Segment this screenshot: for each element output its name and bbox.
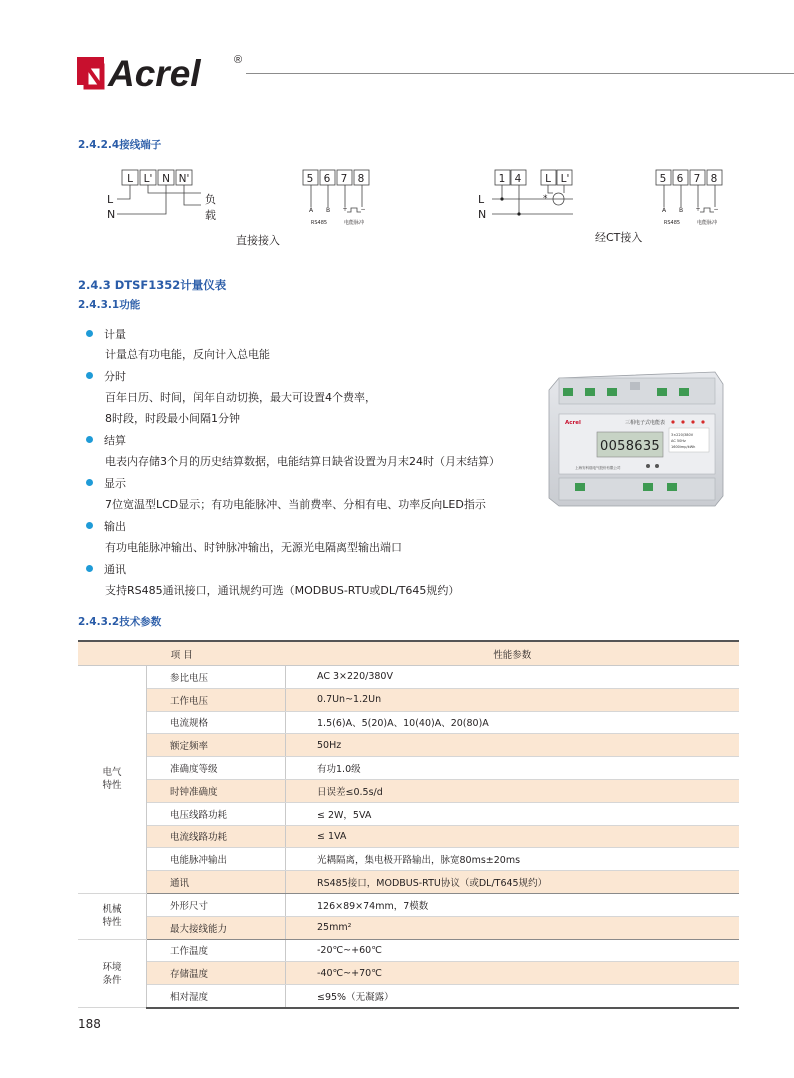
meter-maker: 上海安科瑞电气股份有限公司 — [575, 466, 621, 470]
spec-item: 额定频率 — [147, 734, 286, 757]
bullet-icon — [86, 479, 93, 486]
function-desc: 电表内存储3个月的历史结算数据，电能结算日缺省设置为月末24时（月末结算） — [105, 455, 500, 468]
meter-section-title: 2.4.3 DTSF1352计量仪表 — [78, 278, 227, 292]
spec-item: 电压线路功耗 — [147, 802, 286, 825]
ct-line-label: L — [478, 193, 485, 206]
bullet-icon — [86, 565, 93, 572]
table-row — [78, 825, 739, 848]
brand-name: Acrel — [108, 53, 201, 92]
function-desc: 7位宽温型LCD显示；有功电能脉冲、当前费率、分相有电、功率反向LED指示 — [105, 498, 486, 511]
table-row — [78, 848, 739, 871]
direct-caption: 直接接入 — [236, 234, 280, 247]
function-item: 通讯 — [86, 561, 126, 579]
spec-value: -20℃~+60℃ — [286, 939, 740, 962]
spec-value: 光耦隔离，集电极开路输出，脉宽80ms±20ms — [286, 848, 740, 871]
table-row — [78, 916, 739, 939]
table-row — [78, 734, 739, 757]
function-item: 分时 — [86, 368, 126, 386]
acrel-logo-mark-icon — [77, 57, 104, 87]
header-item: 项 目 — [78, 641, 286, 666]
comm-sub-label: B — [325, 207, 331, 214]
table-row — [78, 779, 739, 802]
spec-item: 电流线路功耗 — [147, 825, 286, 848]
spec-item: 通讯 — [147, 871, 286, 894]
comm-sub-label: + — [695, 206, 701, 213]
spec-item: 电能脉冲输出 — [147, 848, 286, 871]
comm-sub-label: A — [661, 207, 667, 214]
spec-value: RS485接口，MODBUS-RTU协议（或DL/T645规约） — [286, 871, 740, 894]
function-title: 2.4.3.1功能 — [78, 299, 141, 311]
meter-image — [545, 370, 725, 510]
table-row — [78, 985, 739, 1008]
comm-terminal: 5 — [306, 173, 314, 185]
category-label: 特性 — [102, 780, 122, 792]
table-row — [78, 962, 739, 985]
spec-table — [78, 640, 739, 1009]
spec-item: 参比电压 — [147, 666, 286, 689]
ct-terminal: 4 — [514, 173, 522, 185]
spec-value: 126×89×74mm，7模数 — [286, 893, 740, 916]
category-cell — [78, 666, 147, 894]
comm-terminal: 6 — [323, 173, 331, 185]
spec-value: ≤ 1VA — [286, 825, 740, 848]
comm-sub-label: A — [308, 207, 314, 214]
spec-item: 工作电压 — [147, 688, 286, 711]
category-label: 特性 — [102, 917, 122, 929]
function-desc: 有功电能脉冲输出、时钟脉冲输出，无源光电隔离型输出端口 — [105, 541, 402, 554]
spec-item: 外形尺寸 — [147, 893, 286, 916]
ct-terminal: 1 — [498, 173, 506, 185]
comm-terminal: 7 — [693, 173, 701, 185]
table-header-row — [78, 641, 739, 666]
function-desc: 计量总有功电能，反向计入总电能 — [105, 348, 270, 361]
bullet-icon — [86, 522, 93, 529]
category-cell — [78, 893, 147, 939]
spec-value: 日误差≤0.5s/d — [286, 779, 740, 802]
function-item: 结算 — [86, 432, 126, 450]
spec-item: 工作温度 — [147, 939, 286, 962]
registered-mark: ® — [234, 54, 243, 66]
bullet-icon — [86, 372, 93, 379]
comm-terminal: 8 — [710, 173, 718, 185]
pulse-label: 电能脉冲 — [343, 220, 365, 226]
bullet-icon — [86, 436, 93, 443]
spec-value: 25mm² — [286, 916, 740, 939]
header-rule — [246, 73, 794, 74]
load-label: 负 — [205, 193, 216, 206]
comm-sub-label: + — [342, 206, 348, 213]
comm-terminal: 8 — [357, 173, 365, 185]
spec-item: 最大接线能力 — [147, 916, 286, 939]
meter-info: 1600imp/kWh — [671, 445, 696, 449]
table-row — [78, 711, 739, 734]
meter-lcd: 0058635 — [600, 439, 660, 454]
ct-terminal: L — [545, 173, 551, 185]
wiring-diagram — [95, 165, 735, 250]
meter-title: 三相电子式电能表 — [625, 420, 666, 426]
rs485-label: RS485 — [663, 220, 681, 226]
category-label: 环境 — [102, 961, 122, 973]
spec-value: AC 3×220/380V — [286, 666, 740, 689]
ct-caption: 经CT接入 — [595, 231, 643, 244]
table-row — [78, 802, 739, 825]
spec-value: -40℃~+70℃ — [286, 962, 740, 985]
ct-terminal: L' — [560, 173, 570, 185]
table-row — [78, 666, 739, 689]
direct-line-label: L — [107, 193, 114, 206]
load-label: 载 — [205, 209, 216, 222]
comm-sub-label: B — [678, 207, 684, 214]
spec-value: 0.7Un~1.2Un — [286, 688, 740, 711]
spec-value: 50Hz — [286, 734, 740, 757]
direct-terminal: L' — [143, 173, 153, 185]
function-item: 显示 — [86, 475, 126, 493]
category-label: 电气 — [102, 767, 122, 779]
direct-terminal: N — [162, 173, 170, 185]
table-row — [78, 939, 739, 962]
category-label: 机械 — [102, 904, 122, 916]
spec-item: 电流规格 — [147, 711, 286, 734]
header-param: 性能参数 — [286, 641, 740, 666]
spec-item: 时钟准确度 — [147, 779, 286, 802]
comm-terminal: 7 — [340, 173, 348, 185]
function-desc: 支持RS485通讯接口，通讯规约可选（MODBUS-RTU或DL/T645规约） — [105, 584, 460, 597]
ct-mark: * — [543, 194, 548, 204]
function-item: 输出 — [86, 518, 126, 536]
category-cell — [78, 939, 147, 1008]
spec-item: 相对湿度 — [147, 985, 286, 1008]
direct-terminal: L — [127, 173, 133, 185]
rs485-label: RS485 — [310, 220, 328, 226]
acrel-logo — [76, 52, 246, 92]
pulse-label: 电能脉冲 — [696, 220, 718, 226]
direct-terminal: N' — [178, 173, 190, 185]
comm-terminal: 5 — [659, 173, 667, 185]
spec-item: 准确度等级 — [147, 757, 286, 780]
spec-value: ≤95%（无凝露） — [286, 985, 740, 1008]
wiring-section-title: 2.4.2.4接线端子 — [78, 139, 162, 151]
meter-info: AC 50Hz — [671, 439, 686, 443]
spec-value: 1.5(6)A、5(20)A、10(40)A、20(80)A — [286, 711, 740, 734]
page-number: 188 — [78, 1017, 101, 1031]
function-item: 计量 — [86, 326, 126, 344]
meter-brand: Acrel — [565, 420, 581, 426]
meter-info: 3×220/380V — [671, 433, 694, 437]
function-desc: 8时段，时段最小间隔1分钟 — [105, 412, 240, 425]
table-row — [78, 893, 739, 916]
comm-sub-label: − — [360, 206, 366, 213]
spec-value: ≤ 2W，5VA — [286, 802, 740, 825]
function-desc: 百年日历、时间，闰年自动切换，最大可设置4个费率， — [105, 391, 376, 404]
spec-value: 有功1.0级 — [286, 757, 740, 780]
bullet-icon — [86, 330, 93, 337]
spec-item: 存储温度 — [147, 962, 286, 985]
direct-wires — [117, 185, 201, 214]
category-label: 条件 — [102, 974, 122, 986]
ct-line-label: N — [478, 208, 487, 221]
table-row — [78, 688, 739, 711]
table-row — [78, 871, 739, 894]
comm-terminal: 6 — [676, 173, 684, 185]
direct-line-label: N — [107, 208, 116, 221]
table-row — [78, 757, 739, 780]
comm-sub-label: − — [713, 206, 719, 213]
tech-title: 2.4.3.2技术参数 — [78, 616, 162, 628]
